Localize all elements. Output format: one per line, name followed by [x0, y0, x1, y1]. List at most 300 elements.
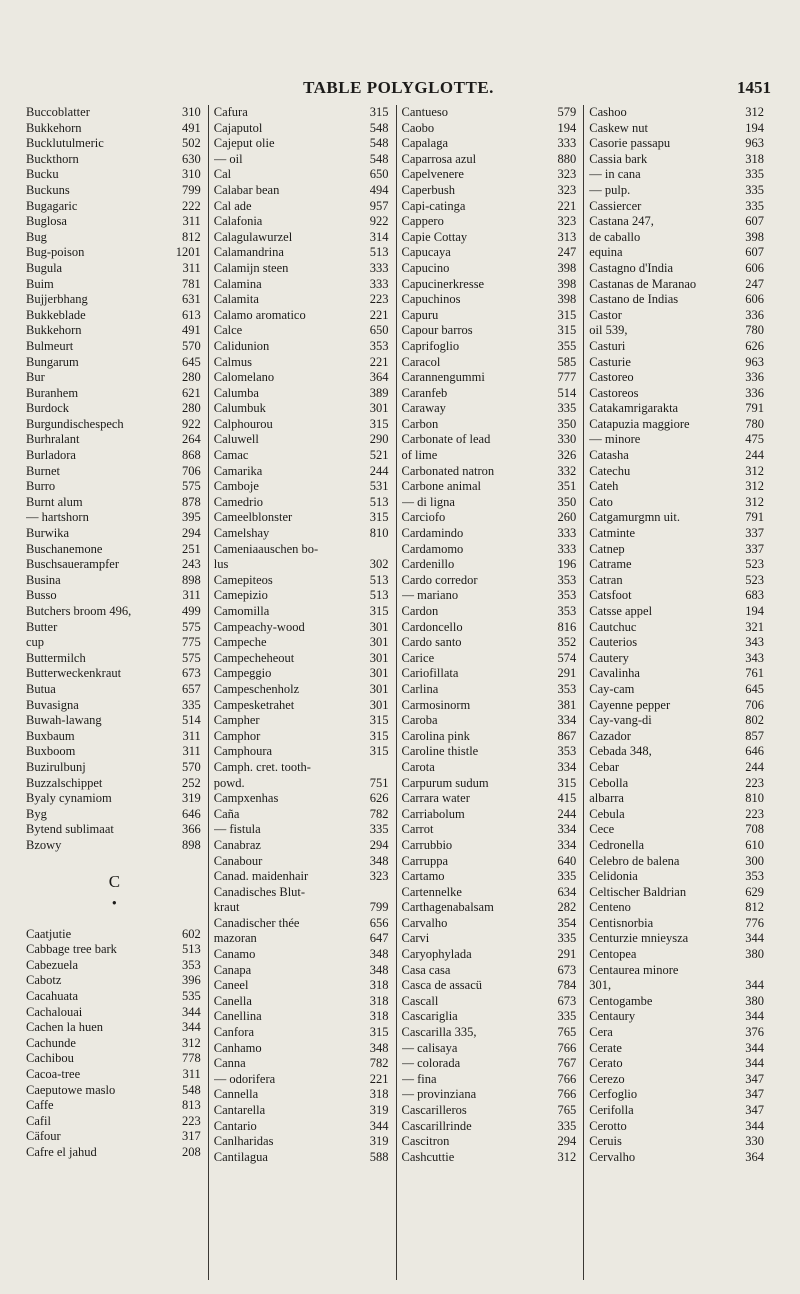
entry-term: Celebro de balena — [589, 853, 680, 868]
index-entry — [26, 620, 203, 636]
index-entry — [402, 682, 579, 698]
entry-term: Camepizio — [213, 588, 268, 603]
index-entry — [589, 729, 766, 745]
entry-term: Caffe — [26, 1098, 54, 1113]
entry-term: Butua — [26, 681, 56, 696]
entry-page-ref: 502 — [182, 136, 201, 151]
entry-term: Cardamindo — [401, 526, 464, 541]
entry-page-ref: 514 — [557, 385, 577, 400]
entry-page-ref: 244 — [369, 463, 389, 478]
entry-term: Cacoa-tree — [26, 1067, 81, 1082]
entry-page-ref: 548 — [369, 120, 389, 135]
entry-term: Catechu — [589, 463, 631, 478]
index-entry — [589, 838, 766, 854]
index-entry — [26, 495, 203, 511]
entry-term: Cardoncello — [401, 619, 463, 634]
entry-page-ref: 396 — [182, 973, 201, 988]
index-entry — [589, 620, 766, 636]
entry-page-ref: 311 — [182, 214, 201, 229]
entry-page-ref: 607 — [745, 214, 764, 229]
entry-page-ref: 898 — [182, 572, 201, 587]
entry-page-ref: 548 — [182, 1082, 201, 1097]
entry-page-ref: 223 — [745, 775, 764, 790]
entry-page-ref: 857 — [745, 728, 764, 743]
index-entry — [26, 588, 203, 604]
entry-page-ref: 353 — [557, 588, 577, 603]
entry-page-ref: 778 — [182, 1051, 201, 1066]
entry-term: Capucaya — [401, 245, 451, 260]
entry-page-ref: 318 — [369, 1009, 389, 1024]
index-entry — [589, 339, 766, 355]
entry-term: Cascarilleros — [401, 1103, 467, 1117]
entry-page-ref: 766 — [557, 1087, 577, 1102]
entry-page-ref: 337 — [745, 526, 764, 541]
index-entry — [26, 1036, 203, 1052]
index-entry — [589, 323, 766, 339]
entry-term: Cafura — [213, 105, 248, 119]
index-column-2 — [208, 105, 396, 1280]
entry-term: — mariano — [401, 588, 459, 603]
entry-page-ref: 868 — [182, 448, 201, 463]
entry-term: Camelshay — [213, 526, 270, 541]
index-entry — [402, 760, 579, 776]
entry-term: Catsfoot — [589, 588, 632, 603]
index-entry — [214, 401, 391, 417]
entry-page-ref: 531 — [369, 479, 389, 494]
entry-page-ref: 344 — [745, 978, 764, 993]
entry-page-ref: 963 — [745, 354, 764, 369]
entry-term: Canabraz — [213, 837, 261, 852]
entry-page-ref: 313 — [557, 229, 577, 244]
index-entry — [214, 417, 391, 433]
entry-term: Cafil — [26, 1113, 51, 1128]
entry-page-ref: 802 — [745, 713, 764, 728]
entry-page-ref: 323 — [369, 869, 389, 884]
index-entry — [214, 1009, 391, 1025]
entry-page-ref: 312 — [745, 494, 764, 509]
entry-page-ref: 514 — [182, 713, 201, 728]
entry-page-ref: 791 — [745, 510, 764, 525]
index-entry — [26, 183, 203, 199]
entry-term: Cerfoglio — [589, 1087, 638, 1102]
entry-term: Cantarella — [213, 1103, 266, 1117]
entry-page-ref: 335 — [745, 167, 764, 182]
entry-term: Catakamrigarakta — [589, 401, 679, 416]
index-entry — [26, 682, 203, 698]
entry-page-ref: 335 — [557, 401, 577, 416]
entry-page-ref: 314 — [369, 229, 389, 244]
entry-page-ref: 343 — [745, 650, 764, 665]
index-entry — [26, 323, 203, 339]
index-entry — [26, 989, 203, 1005]
entry-term: Capelvenere — [401, 167, 464, 182]
index-entry — [214, 885, 391, 901]
entry-page-ref: 294 — [369, 837, 389, 852]
index-entry — [589, 698, 766, 714]
entry-page-ref: 333 — [369, 276, 389, 291]
index-entry — [26, 1098, 203, 1114]
index-entry — [214, 152, 391, 168]
entry-term: Canhamo — [213, 1040, 262, 1055]
entry-page-ref: 683 — [745, 588, 764, 603]
entry-term: Cantilagua — [213, 1149, 268, 1164]
entry-term: Castano de Indias — [589, 292, 679, 307]
index-entry — [26, 651, 203, 667]
entry-term: mazoran — [213, 931, 257, 946]
entry-page-ref: 319 — [369, 1134, 389, 1149]
entry-page-ref: 221 — [369, 307, 389, 322]
entry-term: Caroline thistle — [401, 744, 479, 759]
index-entry — [402, 1103, 579, 1119]
entry-term: Butterweckenkraut — [26, 666, 122, 681]
index-entry — [402, 183, 579, 199]
index-entry — [402, 885, 579, 901]
entry-page-ref: 221 — [557, 198, 577, 213]
entry-page-ref: 810 — [369, 526, 389, 541]
index-entry — [589, 900, 766, 916]
index-entry — [589, 916, 766, 932]
index-entry — [26, 911, 203, 927]
index-entry — [214, 1056, 391, 1072]
entry-page-ref: 606 — [745, 292, 764, 307]
index-entry — [214, 277, 391, 293]
index-entry — [26, 136, 203, 152]
index-entry — [214, 292, 391, 308]
index-entry — [26, 370, 203, 386]
entry-term: Carpurum sudum — [401, 775, 489, 790]
entry-page-ref: 781 — [182, 276, 201, 291]
entry-term: Calafonia — [213, 214, 263, 229]
index-entry — [26, 479, 203, 495]
index-entry — [402, 121, 579, 137]
index-entry — [589, 931, 766, 947]
entry-page-ref: 381 — [557, 697, 577, 712]
index-entry — [26, 167, 203, 183]
entry-page-ref: 775 — [182, 635, 201, 650]
entry-page-ref: 280 — [182, 370, 201, 385]
entry-page-ref: 621 — [182, 385, 201, 400]
index-entry — [589, 760, 766, 776]
entry-page-ref: 780 — [745, 323, 764, 338]
index-entry — [402, 978, 579, 994]
entry-term: Caparrosa azul — [401, 151, 477, 166]
entry-page-ref: 575 — [182, 619, 201, 634]
index-entry — [402, 1025, 579, 1041]
entry-term: Cariofillata — [401, 666, 459, 681]
entry-page-ref: 791 — [745, 401, 764, 416]
index-entry — [26, 557, 203, 573]
entry-page-ref: 629 — [745, 884, 764, 899]
entry-page-ref: 389 — [369, 385, 389, 400]
index-entry — [402, 167, 579, 183]
index-entry — [589, 183, 766, 199]
entry-term: Calomelano — [213, 370, 275, 385]
entry-term: kraut — [213, 900, 240, 915]
entry-page-ref: 312 — [745, 105, 764, 119]
entry-page-ref: 812 — [745, 900, 764, 915]
index-entry — [402, 526, 579, 542]
entry-term: Cal ade — [213, 198, 252, 213]
entry-page-ref: 499 — [182, 604, 201, 618]
entry-page-ref: 585 — [557, 354, 577, 369]
index-entry — [402, 401, 579, 417]
entry-term: — provinziana — [401, 1087, 477, 1102]
index-entry — [589, 822, 766, 838]
entry-term: Cardo corredor — [401, 572, 478, 587]
index-entry — [214, 1119, 391, 1135]
entry-term: Cerate — [589, 1040, 622, 1055]
index-entry — [589, 588, 766, 604]
entry-page-ref: 291 — [557, 947, 577, 962]
entry-page-ref: 347 — [745, 1087, 764, 1102]
entry-term: Campxenhas — [213, 791, 279, 806]
entry-page-ref: 650 — [369, 167, 389, 182]
entry-term: Cautery — [589, 650, 629, 665]
entry-page-ref: 315 — [369, 713, 389, 728]
entry-term: Burro — [26, 479, 56, 494]
entry-term: Burdock — [26, 401, 70, 416]
entry-page-ref: 335 — [557, 931, 577, 946]
index-entry — [26, 635, 203, 651]
entry-term: Castana 247, — [589, 214, 654, 229]
entry-page-ref: 645 — [182, 354, 201, 369]
entry-page-ref: 494 — [369, 182, 389, 197]
entry-page-ref: 656 — [369, 915, 389, 930]
index-entry — [214, 542, 391, 558]
entry-term: Caneel — [213, 978, 249, 993]
entry-term: Caskew nut — [589, 120, 648, 135]
entry-page-ref: 332 — [557, 463, 577, 478]
index-entry — [589, 136, 766, 152]
index-entry — [26, 448, 203, 464]
entry-term: Catrame — [589, 557, 632, 572]
index-entry — [589, 791, 766, 807]
entry-page-ref: 548 — [369, 136, 389, 151]
entry-page-ref: 626 — [745, 338, 764, 353]
entry-term: Cayenne pepper — [589, 697, 671, 712]
index-entry — [589, 542, 766, 558]
entry-page-ref: 353 — [557, 681, 577, 696]
entry-term: Cerifolla — [589, 1103, 634, 1117]
entry-page-ref: 326 — [557, 448, 577, 463]
entry-term: Calumbuk — [213, 401, 266, 416]
entry-page-ref: 963 — [745, 136, 764, 151]
entry-term: Cafre el jahud — [26, 1145, 97, 1159]
index-entry — [402, 698, 579, 714]
entry-term: Cabotz — [26, 973, 62, 988]
index-entry — [26, 105, 203, 121]
index-entry — [402, 744, 579, 760]
entry-term: Buccoblatter — [26, 105, 90, 119]
entry-page-ref: 761 — [745, 666, 764, 681]
entry-page-ref: 878 — [182, 494, 201, 509]
index-column-4 — [583, 105, 771, 1280]
entry-term: Calamina — [213, 276, 262, 291]
entry-term: Camph. cret. tooth- — [213, 759, 311, 774]
entry-page-ref: 867 — [557, 728, 577, 743]
entry-page-ref: 315 — [557, 307, 577, 322]
index-entry — [214, 230, 391, 246]
index-entry — [26, 308, 203, 324]
entry-term: Bungarum — [26, 354, 79, 369]
index-column-3 — [396, 105, 584, 1280]
entry-page-ref: 337 — [745, 541, 764, 556]
entry-page-ref: 606 — [745, 260, 764, 275]
entry-page-ref: 602 — [182, 926, 201, 941]
entry-term: Bukkehorn — [26, 323, 82, 338]
entry-page-ref: 376 — [745, 1025, 764, 1040]
index-entry — [589, 1056, 766, 1072]
entry-term: Canfora — [213, 1025, 255, 1040]
entry-term: Castor — [589, 307, 622, 322]
entry-page-ref: 312 — [745, 463, 764, 478]
entry-term: Canlharidas — [213, 1134, 274, 1149]
entry-page-ref: 398 — [557, 292, 577, 307]
index-entry — [402, 854, 579, 870]
entry-term: Cameelblonster — [213, 510, 293, 525]
entry-page-ref: 323 — [557, 167, 577, 182]
index-entry — [26, 1114, 203, 1130]
entry-page-ref: 301 — [369, 697, 389, 712]
entry-page-ref: 673 — [182, 666, 201, 681]
entry-page-ref: 300 — [745, 853, 764, 868]
entry-page-ref: 310 — [182, 167, 201, 182]
index-entry — [214, 1150, 391, 1166]
entry-page-ref: 223 — [745, 806, 764, 821]
entry-page-ref: 312 — [745, 479, 764, 494]
entry-page-ref: 777 — [557, 370, 577, 385]
entry-page-ref: 767 — [557, 1056, 577, 1071]
entry-term: Catnep — [589, 541, 625, 556]
entry-page-ref: 513 — [369, 494, 389, 509]
entry-term: Centaurea minore — [589, 962, 679, 977]
index-entry — [26, 1051, 203, 1067]
entry-page-ref: 344 — [182, 1020, 201, 1035]
entry-term: Buranhem — [26, 385, 79, 400]
entry-term: Bukkehorn — [26, 120, 82, 135]
index-entry — [26, 1067, 203, 1083]
index-entry — [214, 573, 391, 589]
index-entry — [402, 588, 579, 604]
index-entry — [26, 776, 203, 792]
index-entry — [214, 183, 391, 199]
entry-page-ref: 291 — [557, 666, 577, 681]
entry-term: Bujjerbhang — [26, 292, 88, 307]
entry-term: Capie Cottay — [401, 229, 468, 244]
index-entry — [402, 136, 579, 152]
index-entry — [589, 495, 766, 511]
entry-page-ref: 252 — [182, 775, 201, 790]
entry-term: Cachalouai — [26, 1004, 83, 1019]
entry-term: Campesketrahet — [213, 697, 295, 712]
index-entry — [214, 791, 391, 807]
index-entry — [26, 1020, 203, 1036]
entry-term: Carciofo — [401, 510, 446, 525]
entry-term: Carbone animal — [401, 479, 481, 494]
index-entry — [26, 1129, 203, 1145]
entry-term: Cascarillrinde — [401, 1118, 472, 1133]
entry-term: Bug — [26, 229, 47, 244]
index-entry — [402, 370, 579, 386]
entry-term: Capour barros — [401, 323, 473, 338]
index-entry — [402, 510, 579, 526]
index-entry — [402, 417, 579, 433]
index-entry — [589, 167, 766, 183]
entry-term: Busina — [26, 572, 61, 587]
index-entry — [402, 448, 579, 464]
entry-term: Casa casa — [401, 962, 451, 977]
index-entry — [214, 713, 391, 729]
entry-page-ref: 673 — [557, 993, 577, 1008]
entry-page-ref: 311 — [182, 260, 201, 275]
entry-page-ref: 336 — [745, 307, 764, 322]
index-entry — [402, 947, 579, 963]
entry-page-ref: 766 — [557, 1071, 577, 1086]
entry-term: Cajaputol — [213, 120, 263, 135]
index-entry — [26, 339, 203, 355]
entry-term: Bug-poison — [26, 245, 85, 260]
index-entry — [402, 105, 579, 121]
entry-page-ref: 334 — [557, 822, 577, 837]
entry-page-ref: 321 — [745, 619, 764, 634]
index-entry — [214, 666, 391, 682]
entry-term: Cashoo — [589, 105, 627, 119]
entry-term: Cervalho — [589, 1149, 636, 1164]
index-entry — [402, 308, 579, 324]
entry-term: Burnt alum — [26, 494, 83, 509]
index-entry — [26, 510, 203, 526]
index-entry — [26, 573, 203, 589]
entry-term: Carice — [401, 650, 435, 665]
index-entry — [26, 698, 203, 714]
index-entry — [402, 1134, 579, 1150]
entry-page-ref: 312 — [557, 1149, 577, 1164]
index-entry — [26, 542, 203, 558]
entry-term: Caatjutie — [26, 926, 72, 941]
entry-term: Busso — [26, 588, 57, 603]
index-entry — [214, 620, 391, 636]
entry-page-ref: 640 — [557, 853, 577, 868]
entry-term: Cera — [589, 1025, 613, 1040]
entry-term: Bukkeblade — [26, 307, 86, 322]
entry-page-ref: 318 — [369, 978, 389, 993]
entry-term: Cerezo — [589, 1071, 625, 1086]
entry-page-ref: 380 — [745, 947, 764, 962]
entry-term: Canamo — [213, 947, 256, 962]
entry-term: Cäfour — [26, 1129, 61, 1144]
entry-term: Carlina — [401, 681, 439, 696]
index-entry — [214, 121, 391, 137]
entry-page-ref: 315 — [369, 416, 389, 431]
index-entry — [214, 635, 391, 651]
index-entry — [589, 292, 766, 308]
index-entry — [26, 854, 203, 870]
entry-page-ref: 344 — [369, 1118, 389, 1133]
entry-page-ref: 799 — [369, 900, 389, 915]
index-entry — [402, 292, 579, 308]
entry-page-ref: 194 — [745, 604, 764, 618]
index-entry — [402, 495, 579, 511]
entry-term: Calabar bean — [213, 182, 280, 197]
entry-term: Catgamurgmn uit. — [589, 510, 680, 525]
entry-term: Cauterios — [589, 635, 638, 650]
entry-page-ref: 647 — [369, 931, 389, 946]
index-entry — [589, 277, 766, 293]
entry-page-ref: 244 — [745, 759, 764, 774]
entry-page-ref: 247 — [557, 245, 577, 260]
entry-page-ref: 347 — [745, 1071, 764, 1086]
entry-page-ref: 513 — [369, 572, 389, 587]
